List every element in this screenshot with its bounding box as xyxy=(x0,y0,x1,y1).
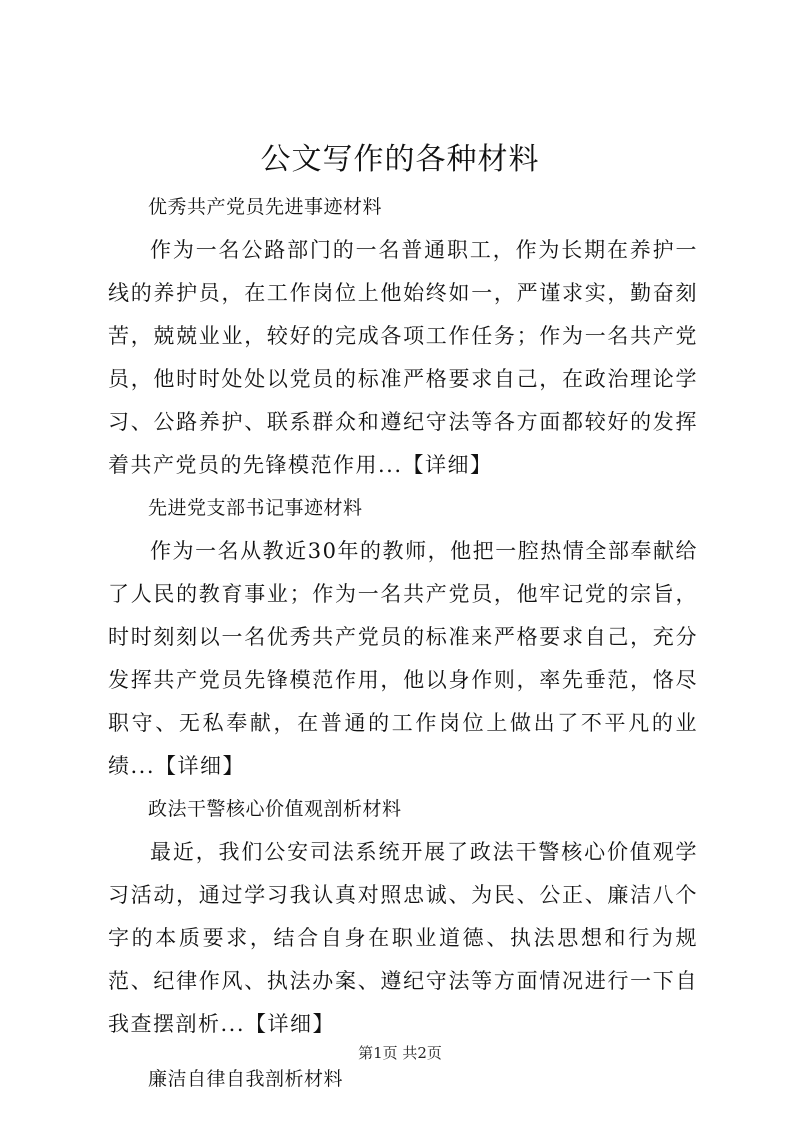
page-footer: 第1页 共2页 xyxy=(358,1044,442,1062)
section-heading: 优秀共产党员先进事迹材料 xyxy=(148,196,383,218)
section-1 xyxy=(108,186,698,487)
section-heading: 廉洁自律自我剖析材料 xyxy=(148,1068,344,1090)
section-paragraph: 作为一名公路部门的一名普通职工，作为长期在养护一线的养护员，在工作岗位上他始终如一，严谨求实，勤奋刻苦，兢兢业业，较好的完成各项工作任务；作为一名共产党员，他时时处处以党员的标准严格要求自己，在政治理论学习、公路养护、联系群众和遵纪守法等各方面都较好的发挥着共产党员的先锋模范作用...【详细】 xyxy=(108,238,698,477)
document-body xyxy=(108,186,698,1101)
section-paragraph: 作为一名从教近30年的教师，他把一腔热情全部奉献给了人民的教育事业；作为一名共产党员，他牢记党的宗旨，时时刻刻以一名优秀共产党员的标准来严格要求自己，充分发挥共产党员先锋模范作用，他以身作则，率先垂范，恪尽职守、无私奉献，在普通的工作岗位上做出了不平凡的业绩...【详细】 xyxy=(108,539,698,778)
section-4 xyxy=(108,1058,698,1101)
section-3 xyxy=(108,788,698,1046)
section-heading: 先进党支部书记事迹材料 xyxy=(148,497,363,519)
section-paragraph: 最近，我们公安司法系统开展了政法干警核心价值观学习活动，通过学习我认真对照忠诚、为民、公正、廉洁八个字的本质要求，结合自身在职业道德、执法思想和行为规范、纪律作风、执法办案、遵纪守法等方面情况进行一下自我查摆剖析...【详细】 xyxy=(108,840,698,1036)
section-heading: 政法干警核心价值观剖析材料 xyxy=(148,798,402,820)
section-2 xyxy=(108,487,698,788)
page-title: 公文写作的各种材料 xyxy=(260,142,540,177)
